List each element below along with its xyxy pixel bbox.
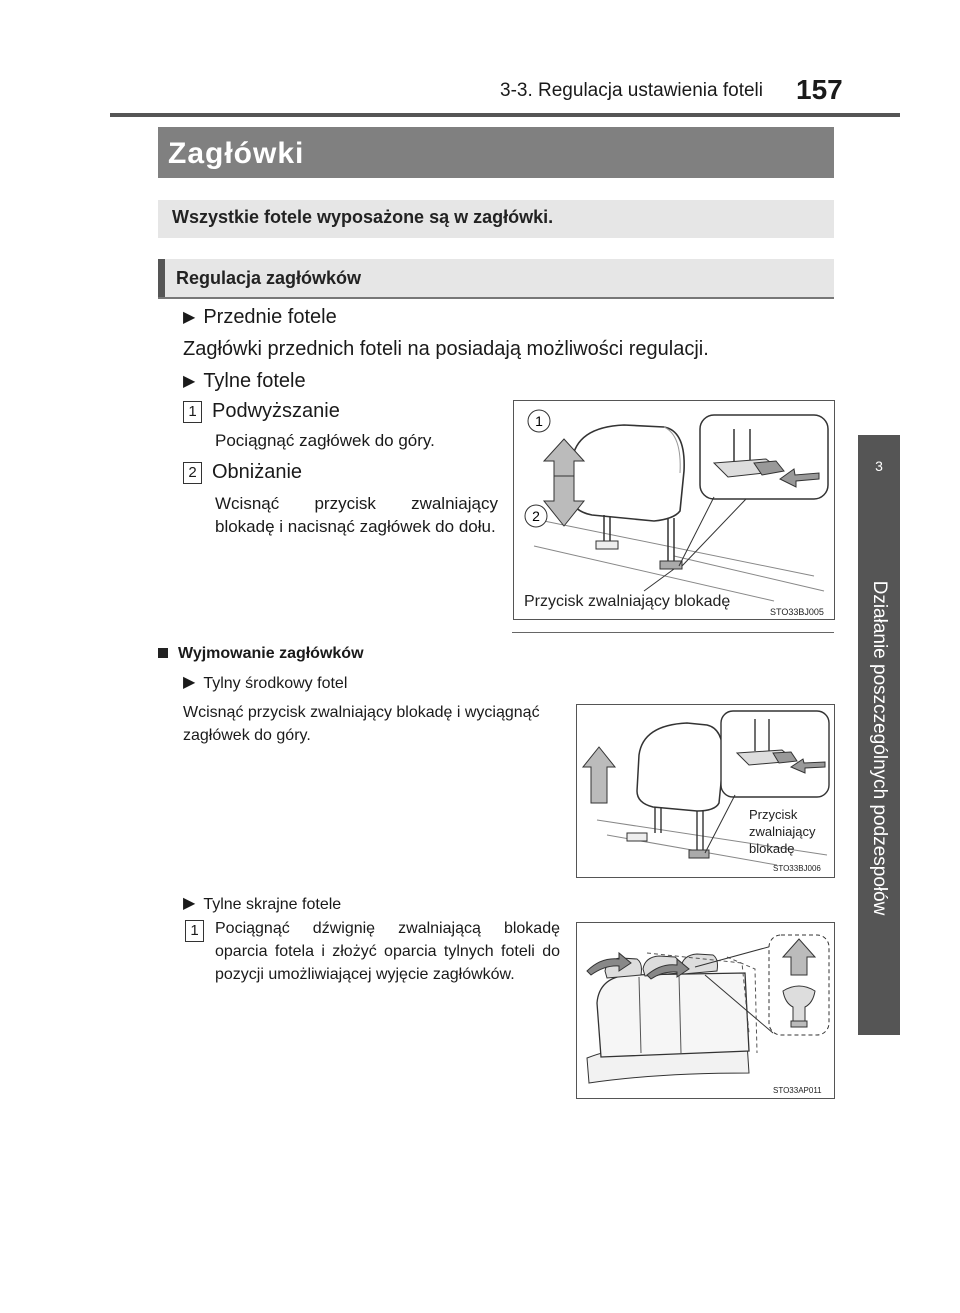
figure2-label-line1: Przycisk (749, 807, 798, 822)
callout-2: 2 (532, 508, 540, 524)
triangle-bullet-icon: ▶ (183, 373, 196, 390)
figure3-code: STO33AP011 (773, 1086, 822, 1095)
step2-text: Wcisnąć przycisk zwalniający blokadę i nacisnąć zagłówek do dołu. (215, 494, 498, 536)
removal-heading (158, 645, 364, 663)
triangle-bullet-icon: ▶ (183, 309, 196, 326)
outer-step-number-wrap (185, 920, 204, 942)
step1-heading (183, 400, 340, 423)
running-title: 3-3. Regulacja ustawienia foteli (500, 80, 763, 101)
callout-1: 1 (535, 413, 543, 429)
center-seat-item (183, 673, 347, 693)
step2-number: 2 (183, 462, 202, 484)
removal-heading-text: Wyjmowanie zagłówków (178, 645, 364, 662)
rear-seats-label: Tylne fotele (203, 370, 306, 392)
center-seat-text: Wcisnąć przycisk zwalniający blokadę i wyciągnąć zagłówek do góry. (183, 704, 540, 744)
subheading-adjust: Regulacja zagłówków (176, 268, 362, 288)
outer-step-text: Pociągnąć dźwignię zwalniającą blokadę oparcia fotela i złożyć oparcia tylnych foteli do pozycji umożliwiającej wyjęcie zagłówków. (215, 920, 560, 983)
intro-text: Wszystkie fotele wyposażone są w zagłówki. (172, 207, 554, 227)
rear-seats-item (183, 370, 306, 393)
subheading-marker (158, 259, 165, 297)
rear-seats-illustration (577, 923, 834, 1098)
chapter-tab-title: Działanie poszczególnych podzespołów (869, 580, 890, 916)
page-number: 157 (796, 74, 843, 105)
figure2-code: STO33BJ006 (773, 864, 821, 873)
triangle-bullet-icon: ▶ (183, 895, 196, 912)
step2-heading (183, 461, 302, 484)
center-seat-label: Tylny środkowy fotel (203, 675, 348, 692)
headrest-adjust-illustration (514, 401, 834, 619)
outer-seats-label: Tylne skrajne fotele (203, 896, 342, 913)
figure-rear-seats (576, 922, 835, 1099)
front-seats-label: Przednie fotele (203, 306, 337, 328)
step1-text: Pociągnąć zagłówek do góry. (215, 431, 435, 450)
triangle-bullet-icon: ▶ (183, 674, 196, 691)
step2-title: Obniżanie (212, 461, 303, 483)
figure-headrest-adjust (513, 400, 835, 620)
figure1-code: STO33BJ005 (770, 607, 824, 617)
figure1-caption: Przycisk zwalniający blokadę (524, 593, 731, 610)
header-rule (110, 113, 900, 117)
section-divider (512, 632, 834, 633)
step1-number: 1 (183, 401, 202, 423)
step1-title: Podwyższanie (212, 400, 340, 422)
chapter-tab-number: 3 (875, 458, 883, 474)
figure2-label-line3: blokadę (749, 841, 795, 856)
outer-step-number: 1 (185, 920, 204, 942)
front-seats-text: Zagłówki przednich foteli na posiadają możliwości regulacji. (183, 338, 709, 360)
figure2-label-line2: zwalniający (749, 824, 816, 839)
section-title: Zagłówki (168, 137, 305, 170)
figure-center-headrest (576, 704, 835, 878)
front-seats-item (183, 306, 337, 329)
square-bullet-icon (158, 648, 168, 658)
outer-seats-item (183, 894, 341, 914)
center-headrest-illustration (577, 705, 834, 877)
